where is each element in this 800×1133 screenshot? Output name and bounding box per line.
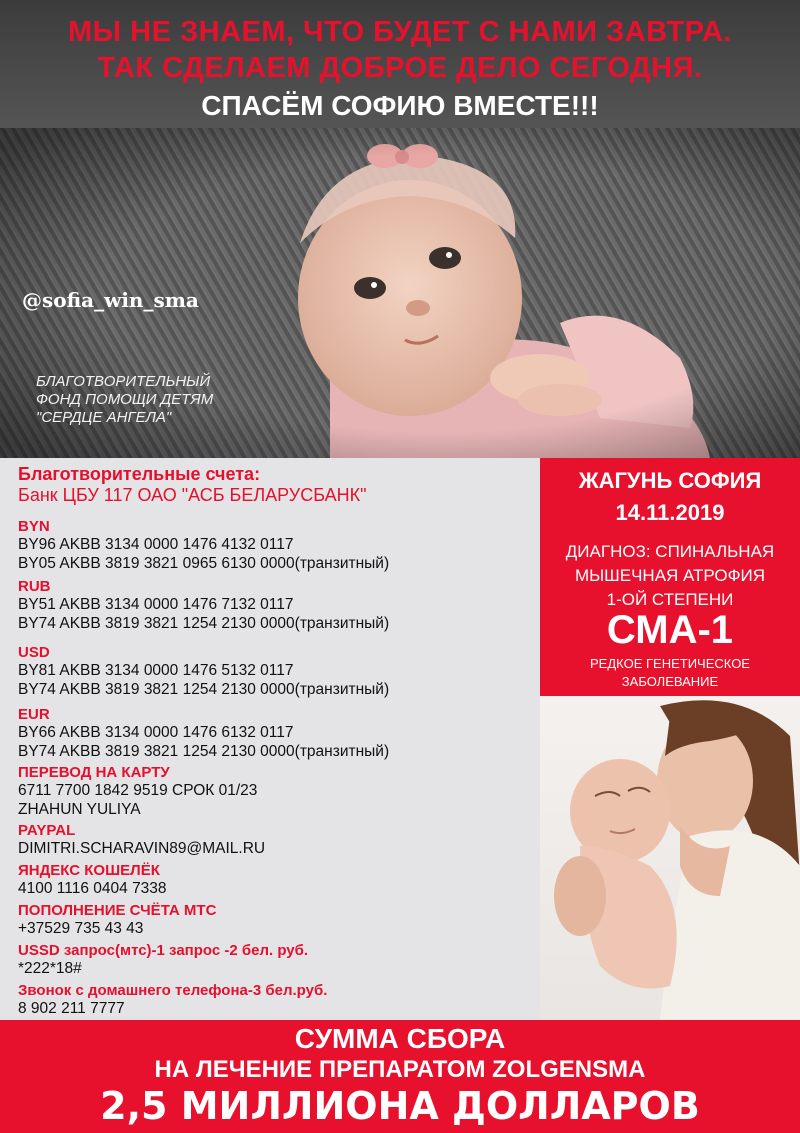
header-line-3: СПАСЁМ СОФИЮ ВМЕСТЕ!!! xyxy=(201,90,599,121)
phone-label: Звонок с домашнего телефона-3 бел.руб. xyxy=(18,982,328,999)
fund-line: ФОНД ПОМОЩИ ДЕТЯМ xyxy=(36,391,214,408)
ussd-code[interactable]: *222*18# xyxy=(18,960,82,977)
currency-label: USD xyxy=(18,644,50,661)
diagnosis-line: МЫШЕЧНАЯ АТРОФИЯ xyxy=(574,566,766,585)
ussd-label: USSD запрос(мтс)-1 запрос -2 бел. руб. xyxy=(18,942,309,959)
birth-date: 14.11.2019 xyxy=(615,500,725,525)
instagram-handle: @sofia_win_sma xyxy=(22,288,199,312)
baby-photo xyxy=(0,128,800,458)
mother-baby-illustration xyxy=(540,696,800,1020)
yandex-label: ЯНДЕКС КОШЕЛЁК xyxy=(18,862,160,879)
account-eur xyxy=(18,706,538,761)
diagnosis-line: 1-ОЙ СТЕПЕНИ xyxy=(606,590,734,609)
account-number[interactable]: BY51 AKBB 3134 0000 1476 7132 0117 xyxy=(18,596,294,613)
header-line-1: МЫ НЕ ЗНАЕМ, ЧТО БУДЕТ С НАМИ ЗАВТРА. xyxy=(68,16,732,48)
mts-label: ПОПОЛНЕНИЕ СЧЁТА МТС xyxy=(18,902,217,919)
paypal-label: PAYPAL xyxy=(18,822,76,839)
card-label: ПЕРЕВОД НА КАРТУ xyxy=(18,764,170,781)
account-number[interactable]: BY66 AKBB 3134 0000 1476 6132 0117 xyxy=(18,724,294,741)
account-number[interactable]: BY96 AKBB 3134 0000 1476 4132 0117 xyxy=(18,536,294,553)
ussd-request xyxy=(18,942,538,978)
accounts-title: Благотворительные счета: xyxy=(18,464,261,484)
child-name: ЖАГУНЬ СОФИЯ xyxy=(578,468,762,493)
account-rub xyxy=(18,578,538,633)
yandex-number[interactable]: 4100 1116 0404 7338 xyxy=(18,880,167,897)
card-transfer xyxy=(18,764,538,819)
currency-label: EUR xyxy=(18,706,50,723)
fund-name xyxy=(36,373,213,427)
mother-photo xyxy=(540,696,800,1020)
paypal-email[interactable]: DIMITRI.SCHARAVIN89@MAIL.RU xyxy=(18,840,266,857)
bank-name: Банк ЦБУ 117 ОАО "АСБ БЕЛАРУСБАНК" xyxy=(18,485,367,505)
paypal xyxy=(18,822,538,858)
phone-number[interactable]: 8 902 211 7777 xyxy=(18,1000,125,1017)
rare-line: ЗАБОЛЕВАНИЕ xyxy=(621,674,719,689)
diagnosis-text xyxy=(545,540,795,612)
account-byn xyxy=(18,518,538,573)
fund-line: БЛАГОТВОРИТЕЛЬНЫЙ xyxy=(36,373,211,390)
sma-type: СМА-1 xyxy=(606,608,734,652)
account-number[interactable]: BY81 AKBB 3134 0000 1476 5132 0117 xyxy=(18,662,294,679)
footer-banner xyxy=(0,1020,800,1133)
home-phone xyxy=(18,982,538,1018)
fund-line: "СЕРДЦЕ АНГЕЛА" xyxy=(36,409,172,426)
diagnosis-line: ДИАГНОЗ: СПИНАЛЬНАЯ xyxy=(565,542,775,561)
footer-line-1: СУММА СБОРА xyxy=(294,1023,506,1054)
rare-disease-note xyxy=(540,655,800,691)
footer-amount: 2,5 МИЛЛИОНА ДОЛЛАРОВ xyxy=(100,1084,700,1128)
currency-label: BYN xyxy=(18,518,50,535)
footer-line-2: НА ЛЕЧЕНИЕ ПРЕПАРАТОМ ZOLGENSMA xyxy=(154,1056,646,1083)
currency-label: RUB xyxy=(18,578,51,595)
account-usd xyxy=(18,644,538,699)
header-line-2: ТАК СДЕЛАЕМ ДОБРОЕ ДЕЛО СЕГОДНЯ. xyxy=(97,52,703,84)
header xyxy=(0,0,800,130)
mts-topup xyxy=(18,902,538,938)
rare-line: РЕДКОЕ ГЕНЕТИЧЕСКОЕ xyxy=(590,656,750,671)
account-number[interactable]: BY05 AKBB 3819 3821 0965 6130 0000(транзитный) xyxy=(18,555,390,572)
account-number[interactable]: BY74 AKBB 3819 3821 1254 2130 0000(транзитный) xyxy=(18,743,390,760)
card-holder: ZHAHUN YULIYA xyxy=(18,801,141,818)
diagnosis-box xyxy=(540,458,800,696)
yandex-wallet xyxy=(18,862,538,898)
card-number[interactable]: 6711 7700 1842 9519 СРОК 01/23 xyxy=(18,782,258,799)
accounts-panel xyxy=(0,458,540,1020)
account-number[interactable]: BY74 AKBB 3819 3821 1254 2130 0000(транзитный) xyxy=(18,615,390,632)
mts-number[interactable]: +37529 735 43 43 xyxy=(18,920,144,937)
account-number[interactable]: BY74 AKBB 3819 3821 1254 2130 0000(транзитный) xyxy=(18,681,390,698)
